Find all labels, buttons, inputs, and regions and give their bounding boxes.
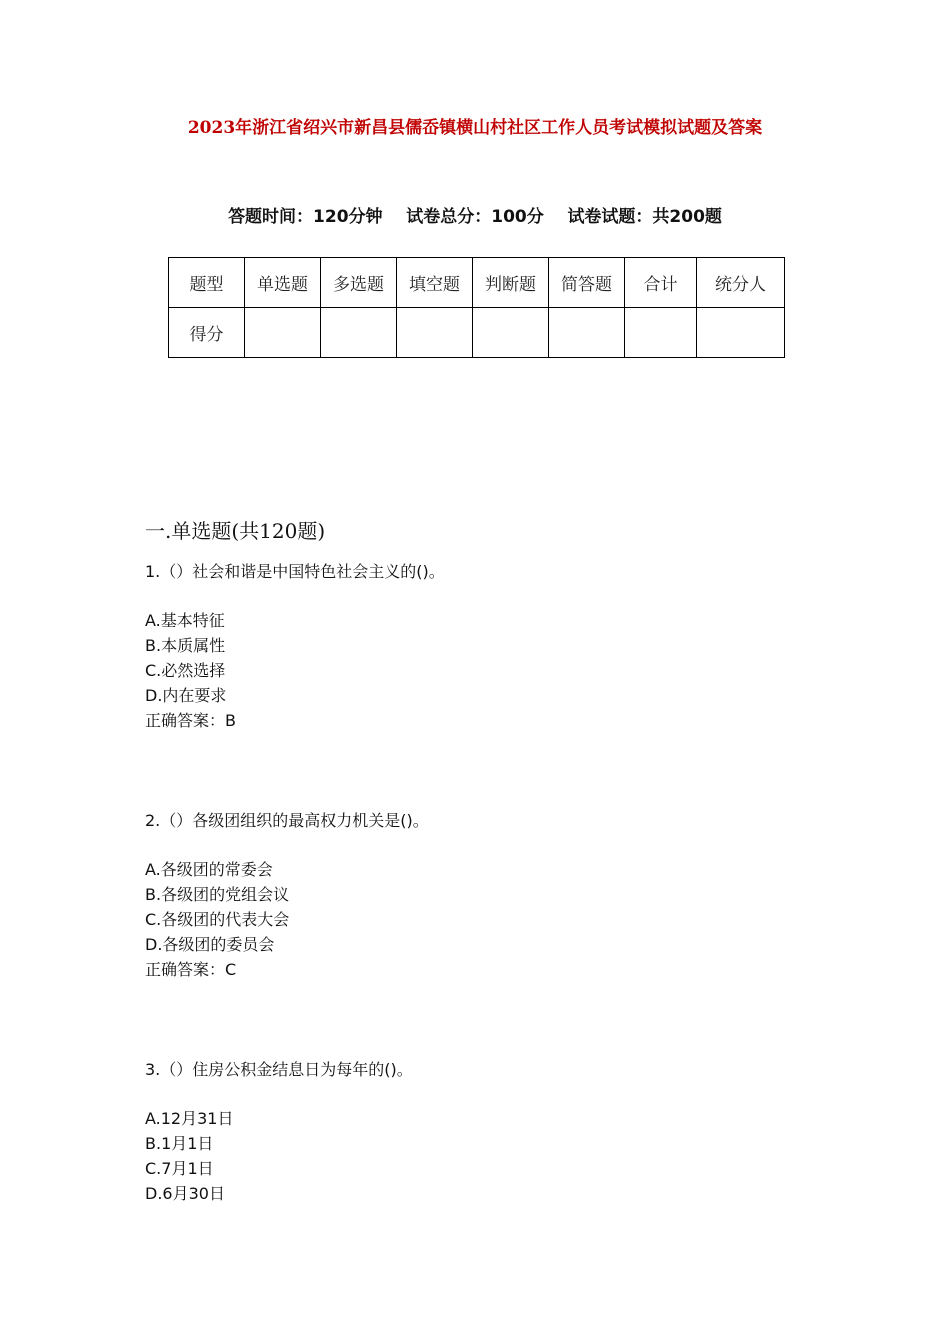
score-cell	[397, 308, 473, 358]
question-1	[145, 559, 445, 733]
option-a: A.各级团的常委会	[145, 860, 273, 879]
exam-meta	[0, 202, 950, 227]
option-b: B.1月1日	[145, 1134, 214, 1153]
exam-total-score: 试卷总分：100分	[406, 207, 544, 227]
header-single-choice: 单选题	[245, 258, 321, 308]
option-b: B.各级团的党组会议	[145, 885, 290, 904]
score-table-header-row	[169, 258, 785, 308]
question-3	[145, 1057, 413, 1206]
score-cell	[549, 308, 625, 358]
score-cell	[697, 308, 785, 358]
header-multiple-choice: 多选题	[321, 258, 397, 308]
score-cell	[473, 308, 549, 358]
exam-question-count: 试卷试题：共200题	[567, 207, 722, 227]
option-d: D.6月30日	[145, 1184, 225, 1203]
score-cell	[625, 308, 697, 358]
option-c: C.各级团的代表大会	[145, 910, 290, 929]
header-question-type: 题型	[169, 258, 245, 308]
correct-answer: 正确答案：B	[145, 711, 236, 730]
score-cell	[245, 308, 321, 358]
option-d: D.各级团的委员会	[145, 935, 275, 954]
score-cell	[321, 308, 397, 358]
section-heading: 一.单选题(共120题)	[145, 519, 326, 543]
correct-answer: 正确答案：C	[145, 960, 237, 979]
header-fill-blank: 填空题	[397, 258, 473, 308]
question-stem: 3.（）住房公积金结息日为每年的()。	[145, 1060, 413, 1079]
question-stem: 1.（）社会和谐是中国特色社会主义的()。	[145, 562, 445, 581]
option-d: D.内在要求	[145, 686, 227, 705]
header-short-answer: 简答题	[549, 258, 625, 308]
document-title: 2023年浙江省绍兴市新昌县儒岙镇横山村社区工作人员考试模拟试题及答案	[187, 118, 763, 138]
header-true-false: 判断题	[473, 258, 549, 308]
option-b: B.本质属性	[145, 636, 226, 655]
row-label-score: 得分	[169, 308, 245, 358]
header-total: 合计	[625, 258, 697, 308]
option-c: C.7月1日	[145, 1159, 214, 1178]
option-a: A.12月31日	[145, 1109, 234, 1128]
option-c: C.必然选择	[145, 661, 226, 680]
header-scorer: 统分人	[697, 258, 785, 308]
question-stem: 2.（）各级团组织的最高权力机关是()。	[145, 811, 429, 830]
question-2	[145, 808, 429, 982]
score-table	[168, 257, 785, 358]
score-table-score-row	[169, 308, 785, 358]
exam-time: 答题时间：120分钟	[228, 207, 383, 227]
option-a: A.基本特征	[145, 611, 225, 630]
